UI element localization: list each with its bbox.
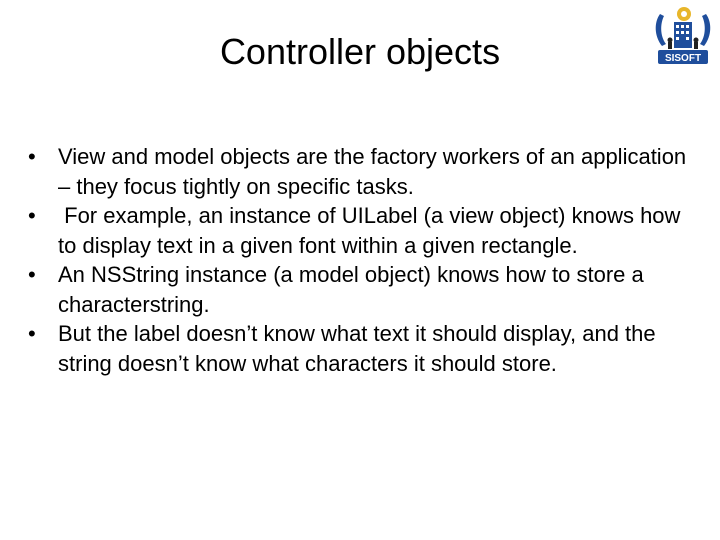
slide-title: Controller objects (219, 31, 501, 72)
bullet-text: An NSString instance (a model object) knows how to store a characterstring. (58, 262, 644, 317)
bullet-item (28, 142, 698, 201)
bullet-item (28, 201, 698, 260)
logo-text: SISOFT (664, 53, 702, 64)
bullet-item (28, 319, 698, 378)
bullet-text: For example, an instance of UILabel (a view object) knows how to display text in a given font within a given rectangle. (58, 203, 687, 258)
bullet-marker: • (28, 144, 36, 169)
logo-left-arm (656, 14, 666, 46)
bullet-item (28, 260, 698, 319)
bullet-marker: • (28, 321, 36, 346)
bullet-text: View and model objects are the factory workers of an application – they focus tightly on specific tasks. (58, 144, 687, 199)
bullet-marker: • (28, 262, 36, 287)
bullet-list (28, 142, 698, 378)
bullet-text: But the label doesn’t know what text it should display, and the string doesn’t know what characters it should store. (58, 321, 656, 376)
logo-right-arm (700, 14, 710, 46)
sisoft-logo (650, 4, 716, 68)
bullet-marker: • (28, 203, 36, 228)
